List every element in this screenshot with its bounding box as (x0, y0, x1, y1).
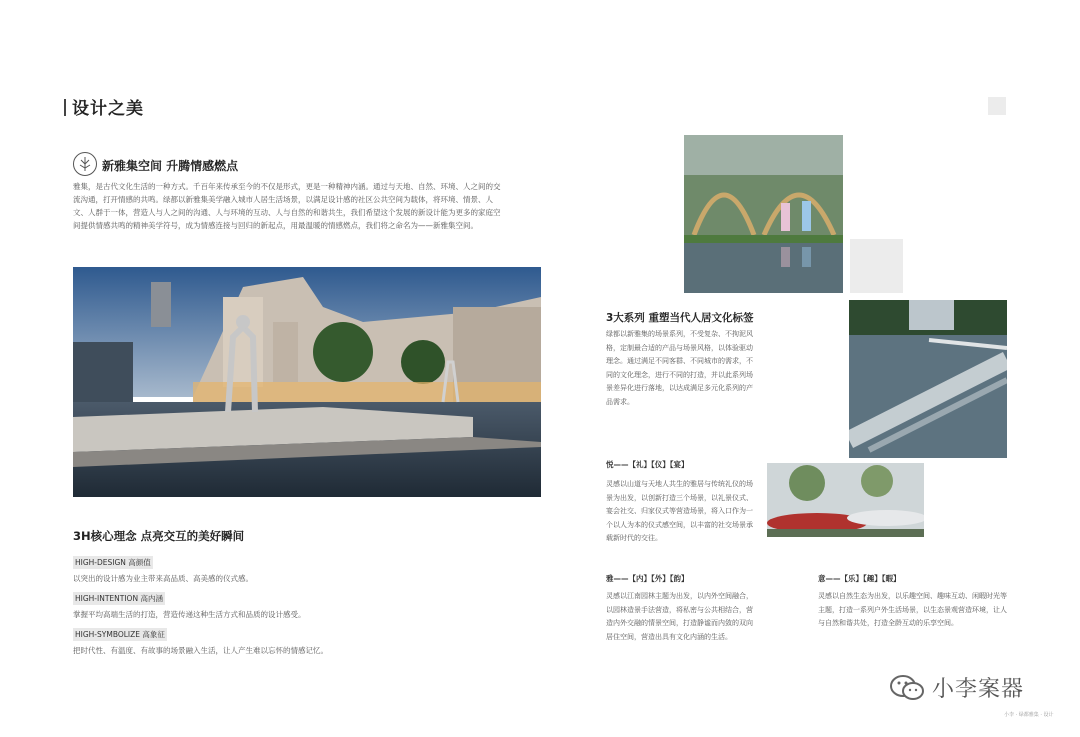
section-title-text: 设计之美 (72, 99, 144, 119)
page-footer: 小李 · 绿都雅集 · 设计 (1004, 712, 1054, 718)
concept-key: HIGH-SYMBOLIZE 高象征 (75, 630, 165, 639)
intro-paragraph: 雅集，是古代文化生活的一种方式。千百年来传承至今的不仅是形式，更是一种精神内涵。通过与天地、自然、环境、人之间的交流沟通，打开情感的共鸣。绿都以新雅集美学融入城市人居生活场景，以满足设计感的社区公共空间为载体，将环境、情景、人文、人群于一体，营造人与人之间的沟通、人与环境的互动、人与自然的和谐共生，我们希望这个发展的新设计能为更多的家庭空间提供情感共鸣的精神美学符号，成为情感连接与回归的新起点，用最温暖的情感燃点，我们将之命名为——新雅集空间。 (73, 182, 501, 230)
watermark-text: 小李案器 (932, 677, 1025, 702)
sub3-paragraph: 灵感以自然生态为出发，以乐趣空间、趣味互动、闲暇时光等主题，打造一系列户外生活场景，以生态景观营造环境，让人与自然和谐共处，打造全龄互动的乐享空间。 (818, 592, 1007, 627)
heading-3-series: 3大系列 重塑当代人居文化标签 (606, 312, 754, 324)
concept-key: HIGH-DESIGN 高颜值 (75, 558, 151, 567)
concept-item-high-design (73, 556, 253, 584)
sub2-paragraph: 灵感以江南园林主题为出发，以内外空间融合，以园林造景手法营造，将私密与公共相结合，营造内外交融的情景空间，打造静谧而内敛的双向居住空间，营造出具有文化内涵的生活。 (606, 592, 753, 641)
heading-new-yaji: 新雅集空间 升腾情感燃点 (102, 159, 239, 173)
grey-decoration-square (850, 239, 903, 293)
photo-bamboo-arches (684, 135, 843, 293)
concept-key: HIGH-INTENTION 高内涵 (75, 594, 163, 603)
subheading-yue: 悦——【礼】【仪】【宴】 (606, 460, 689, 469)
concept-item-high-intention (73, 592, 306, 620)
heading-3h-concept: 3H核心理念 点亮交互的美好瞬间 (73, 529, 245, 543)
watermark (890, 672, 1024, 703)
concept-item-high-symbolize (73, 628, 328, 656)
subheading-yi: 意——【乐】【趣】【暇】 (818, 574, 901, 583)
photo-garden-flowers (767, 463, 924, 537)
photo-water-sculpture (849, 300, 1007, 458)
concept-value: 把时代性、有温度、有故事的场景融入生活，让人产生难以忘怀的情感记忆。 (73, 646, 328, 655)
section-title (64, 94, 144, 119)
concept-value: 以突出的设计感为业主带来高品质、高美感的仪式感。 (73, 574, 253, 583)
wechat-icon (890, 674, 924, 702)
series-paragraph: 绿都以新雅集的场景系列，不受复杂、不拘泥风格，定制最合适的产品与场景风格，以体验驱动理念。通过满足不同客群、不同城市的需求，不同的文化理念，进行不同的打造，并以此系列场景差异化进行落地，以达成满足多元化系列的产品需求。 (606, 330, 753, 406)
sub1-paragraph: 灵感以山道与天地人共生的雅居与传统礼仪的场景为出发，以创新打造三个场景，以礼景仪式、宴会社交、归家仪式等营造场景，将入口作为一个以人为本的仪式感空间，以丰富的社交场景承载新时代的交往。 (606, 480, 753, 542)
concept-value: 掌握平均高端生活的打造，营造传递这种生活方式和品质的设计感受。 (73, 610, 306, 619)
main-photo-sculpture-plaza (73, 267, 541, 497)
title-bar (64, 99, 66, 116)
brand-logo-icon (73, 152, 97, 176)
subheading-ya: 雅——【内】【外】【韵】 (606, 574, 689, 583)
corner-decoration (988, 97, 1006, 115)
